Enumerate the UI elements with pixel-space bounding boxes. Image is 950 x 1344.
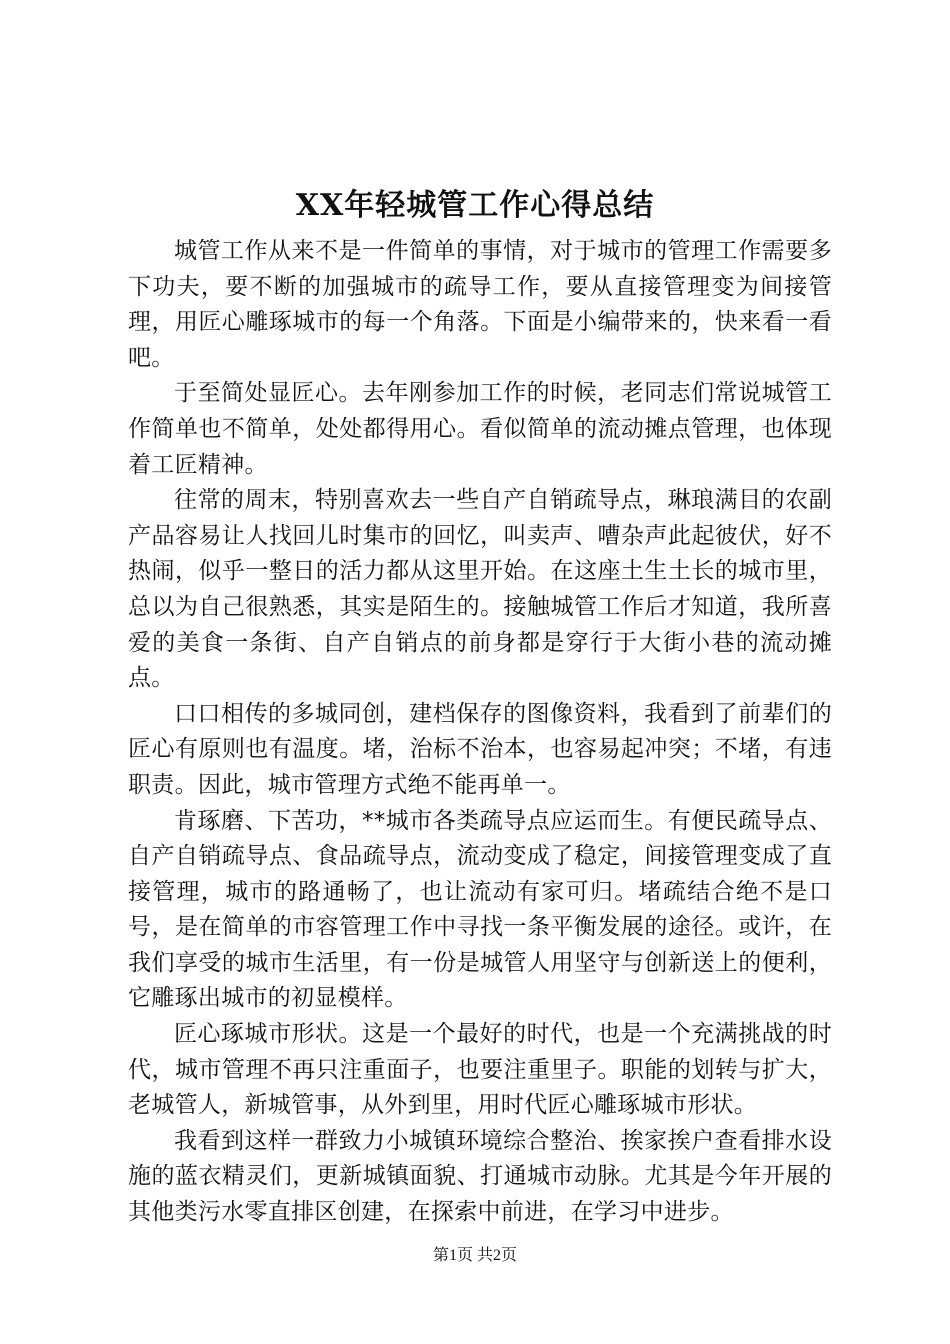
paragraph: 往常的周末，特别喜欢去一些自产自销疏导点，琳琅满目的农副产品容易让人找回儿时集市的回忆，叫卖声、嘈杂声此起彼伏，好不热闹，似乎一整日的活力都从这里开始。在这座土生土长的城市里，总以为自己很熟悉，其实是陌生的。接触城管工作后才知道，我所喜爱的美食一条街、自产自销点的前身都是穿行于大街小巷的流动摊点。: [128, 487, 832, 692]
paragraph: 城管工作从来不是一件简单的事情，对于城市的管理工作需要多下功夫，要不断的加强城市的疏导工作，要从直接管理变为间接管理，用匠心雕琢城市的每一个角落。下面是小编带来的，快来看一看吧。: [128, 238, 832, 371]
page-footer: 第1页 共2页: [432, 1247, 517, 1264]
document-title: XX年轻城管工作心得总结: [295, 188, 655, 223]
paragraph: 肯琢磨、下苦功，**城市各类疏导点应运而生。有便民疏导点、自产自销疏导点、食品疏导点，流动变成了稳定，间接管理变成了直接管理，城市的路通畅了，也让流动有家可归。堵疏结合绝不是口号，是在简单的市容管理工作中寻找一条平衡发展的途径。或许，在我们享受的城市生活里，有一份是城管人用坚守与创新送上的便利，它雕琢出城市的初显模样。: [128, 807, 832, 1012]
document-body: [128, 234, 832, 1231]
paragraph: 匠心琢城市形状。这是一个最好的时代，也是一个充满挑战的时代，城市管理不再只注重面子，也要注重里子。职能的划转与扩大，老城管人，新城管事，从外到里，用时代匠心雕琢城市形状。: [128, 1021, 832, 1119]
paragraph: 于至简处显匠心。去年刚参加工作的时候，老同志们常说城管工作简单也不简单，处处都得用心。看似简单的流动摊点管理，也体现着工匠精神。: [128, 380, 832, 478]
paragraph: 口口相传的多城同创，建档保存的图像资料，我看到了前辈们的匠心有原则也有温度。堵，治标不治本，也容易起冲突；不堵，有违职责。因此，城市管理方式绝不能再单一。: [128, 700, 832, 798]
paragraph: 我看到这样一群致力小城镇环境综合整治、挨家挨户查看排水设施的蓝衣精灵们，更新城镇面貌、打通城市动脉。尤其是今年开展的其他类污水零直排区创建，在探索中前进，在学习中进步。: [128, 1127, 832, 1226]
